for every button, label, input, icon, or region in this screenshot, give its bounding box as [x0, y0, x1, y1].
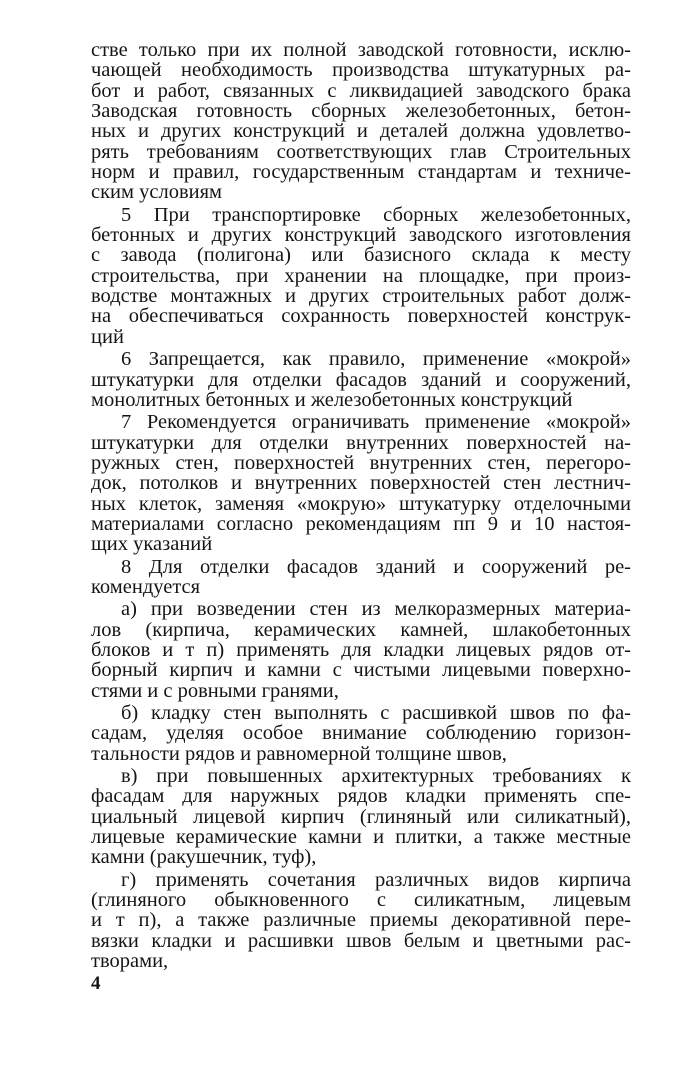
text-line: тальности рядов и равномерной толщине швов,	[91, 742, 507, 765]
text-line: вязки кладки и расшивки швов белым и цветными рас-	[91, 929, 631, 952]
text-line: 7 Рекомендуется ограничивать применение «мокрой»	[121, 411, 631, 434]
text-line: комендуется	[91, 575, 201, 598]
text-line: ных и других конструкций и деталей должна удовлетво-	[91, 120, 631, 143]
text-line: фасадам для наружных рядов кладки применять спе-	[91, 785, 631, 808]
text-line: лицевые керамические камни и плитки, а также местные	[91, 826, 631, 849]
text-line: чающей необходимость производства штукатурных ра-	[91, 59, 631, 82]
text-line: а) при возведении стен из мелкоразмерных материа-	[121, 598, 631, 621]
text-line: 6 Запрещается, как правило, применение «мокрой»	[121, 348, 631, 371]
text-line: ружных стен, поверхностей внутренних стен, перегоро-	[91, 451, 631, 474]
text-line: бетонных и других конструкций заводского изготовления	[91, 224, 631, 247]
text-line: с завода (полигона) или базисного склада к месту	[91, 244, 631, 267]
text-line: ским условиям	[91, 181, 223, 204]
text-line: (глиняного обыкновенного с силикатным, лицевым	[91, 889, 631, 912]
text-line: на обеспечиваться сохранность поверхностей конструк-	[91, 305, 631, 328]
paragraph	[91, 412, 631, 554]
text-line: борный кирпич и камни с чистыми лицевыми поверхно-	[91, 659, 631, 682]
text-line: щих указаний	[91, 533, 213, 556]
paragraph	[91, 599, 631, 701]
page-number: 4	[91, 973, 101, 994]
text-line: водстве монтажных и других строительных работ долж-	[91, 285, 631, 308]
paragraph	[91, 557, 631, 598]
text-line: циальный лицевой кирпич (глиняный или силикатный),	[91, 805, 631, 828]
text-line: и т п), а также различные приемы декоративной пере-	[91, 909, 631, 932]
paragraph	[91, 349, 631, 410]
text-line: стве только при их полной заводской готовности, исклю-	[91, 39, 631, 61]
document-body-text	[91, 40, 631, 971]
text-line: 8 Для отделки фасадов зданий и сооружений ре-	[121, 555, 631, 578]
text-line: Заводская готовность сборных железобетонных, бетон-	[91, 100, 631, 123]
text-line: творами,	[91, 950, 169, 973]
text-line: штукатурки для отделки внутренних поверхностей на-	[91, 431, 631, 454]
text-line: в) при повышенных архитектурных требованиях к	[121, 765, 631, 788]
paragraph	[91, 766, 631, 868]
text-line: садам, уделяя особое внимание соблюдению горизон-	[91, 722, 631, 745]
paragraph	[91, 205, 631, 347]
text-line: лов (кирпича, керамических камней, шлакобетонных	[91, 618, 631, 641]
text-line: рять требованиям соответствующих глав Строительных	[91, 140, 631, 163]
paragraph	[91, 870, 631, 972]
text-line: камни (ракушечник, туф),	[91, 846, 317, 869]
text-line: док, потолков и внутренних поверхностей стен лестнич-	[91, 472, 631, 495]
text-line: стями и с ровными гранями,	[91, 679, 339, 702]
text-line: г) применять сочетания различных видов кирпича	[121, 868, 631, 891]
paragraph	[91, 703, 631, 764]
text-line: материалами согласно рекомендациям пп 9 и 10 настоя-	[91, 512, 631, 535]
text-line: монолитных бетонных и железобетонных конструкций	[91, 388, 573, 411]
text-line: бот и работ, связанных с ликвидацией заводского брака	[91, 79, 631, 102]
text-line: норм и правил, государственным стандартам и техниче-	[91, 161, 631, 184]
text-line: штукатурки для отделки фасадов зданий и сооружений,	[91, 368, 631, 391]
text-line: 5 При транспортировке сборных железобетонных,	[121, 203, 631, 226]
text-line: ций	[91, 325, 124, 348]
text-line: б) кладку стен выполнять с расшивкой швов по фа-	[121, 702, 631, 724]
text-line: ных клеток, заменяя «мокрую» штукатурку отделочными	[91, 492, 631, 515]
text-line: блоков и т п) применять для кладки лицевых рядов от-	[91, 638, 631, 661]
paragraph	[91, 40, 631, 203]
text-line: строительства, при хранении на площадке, при произ-	[91, 264, 631, 287]
